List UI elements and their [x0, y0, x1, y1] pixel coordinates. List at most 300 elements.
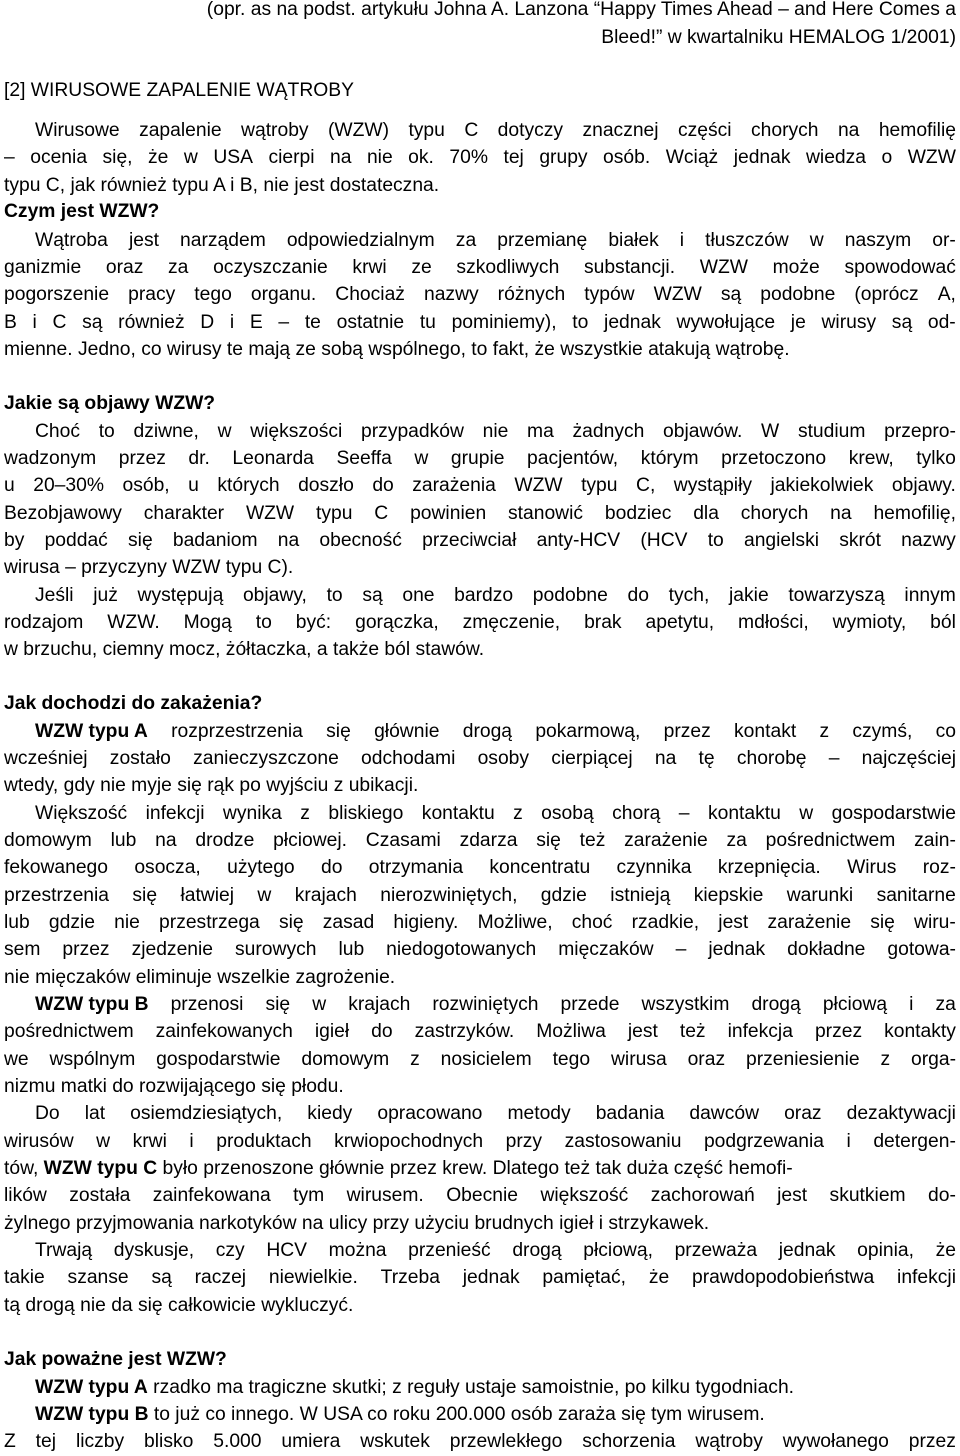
word: ze — [411, 257, 432, 278]
word: że — [935, 1240, 956, 1261]
word: infekcji — [897, 1267, 956, 1288]
word: kontakty — [884, 1021, 956, 1042]
word: na — [837, 120, 860, 141]
word: przede — [560, 994, 620, 1015]
word: or- — [932, 230, 956, 251]
word: czymś, — [852, 721, 913, 742]
word: sanitarne — [876, 885, 956, 906]
word: Wirusowe — [35, 120, 120, 141]
word: Mogą — [183, 612, 232, 633]
word: których — [217, 475, 280, 496]
paragraph-line — [4, 527, 956, 554]
word: liczby — [75, 1431, 125, 1452]
word: białek — [608, 230, 659, 251]
word: 5.000 — [213, 1431, 262, 1452]
word: C, — [636, 475, 656, 496]
word: gospodarstwie — [156, 1049, 281, 1070]
word: USA — [213, 147, 253, 168]
word: w — [96, 1131, 111, 1152]
word: gorączka, — [355, 612, 439, 633]
word: 70% — [449, 147, 488, 168]
word: je — [790, 312, 806, 333]
word: 20–30% — [33, 475, 104, 496]
word: na — [654, 748, 677, 769]
inline-text: to już co innego. W USA co roku 200.000 osób zaraża się tym wirusem. — [148, 1404, 765, 1425]
word: i — [229, 312, 235, 333]
word: jednak — [778, 1240, 836, 1261]
word: większość — [540, 1185, 629, 1206]
word: krajach — [348, 994, 411, 1015]
paragraph-line — [4, 991, 956, 1018]
word: rodzajom — [4, 612, 84, 633]
word: wskutek — [360, 1431, 430, 1452]
word: w — [414, 448, 429, 469]
word: przepro- — [884, 421, 956, 442]
word: wcześniej — [4, 748, 88, 769]
word: do — [372, 475, 394, 496]
word: użytego — [227, 857, 295, 878]
word: hemofilię — [878, 120, 956, 141]
word: infekcja — [727, 1021, 793, 1042]
word: Większość — [35, 803, 128, 824]
word: w — [312, 994, 327, 1015]
word: o — [881, 147, 893, 168]
bold-term: WZW typu C — [43, 1158, 158, 1179]
word: przewlekłego — [449, 1431, 563, 1452]
word: jest — [128, 230, 159, 251]
word: objawy, — [242, 585, 307, 606]
word: rozprzestrzenia — [171, 721, 303, 742]
source-note-line-1: (opr. as na podst. artykułu Johna A. Lanzona “Happy Times Ahead – and Here Comes a — [206, 0, 956, 20]
word: skutkiem — [829, 1185, 906, 1206]
word: rozwiniętych — [432, 994, 539, 1015]
word: wirusów — [4, 1131, 74, 1152]
word: przenieść — [408, 1240, 491, 1261]
word: HCV — [266, 1240, 308, 1261]
paragraph-line — [4, 1018, 956, 1045]
word: drogą — [462, 721, 513, 742]
word: krwi — [352, 257, 387, 278]
word: C — [52, 312, 67, 333]
word: podobne — [532, 585, 608, 606]
word: się — [536, 830, 561, 851]
word: chorobę — [736, 748, 807, 769]
word: jest — [777, 1185, 808, 1206]
word: nazwy — [423, 284, 479, 305]
paragraph-line — [4, 309, 956, 336]
word: W — [761, 421, 780, 442]
word: przeniesienie — [745, 1049, 860, 1070]
word: się — [326, 721, 351, 742]
word: sem — [4, 939, 41, 960]
word: jakie — [729, 585, 769, 606]
subheading: Czym jest WZW? — [4, 201, 160, 222]
word: – — [278, 312, 290, 333]
word: tylko — [916, 448, 956, 469]
inline-text: rzadko ma tragiczne skutki; z reguły ustaje samoistnie, po kilku tygodniach. — [147, 1377, 795, 1398]
word: wymioty, — [832, 612, 907, 633]
paragraph-line — [4, 418, 956, 445]
word: Czasami — [365, 830, 441, 851]
word: osób. — [603, 147, 651, 168]
word: tym — [293, 1185, 325, 1206]
paragraph-line: typu C, jak również typu A i B, nie jest dostateczna. — [4, 175, 440, 196]
paragraph-line — [4, 445, 956, 472]
word: można — [328, 1240, 387, 1261]
paragraph-line: nizmu matki do rozwijającego się płodu. — [4, 1076, 344, 1097]
word: za — [935, 994, 956, 1015]
word: doszło — [298, 475, 354, 496]
word: dotyczy — [497, 120, 564, 141]
word: pośrednictwem — [4, 1021, 134, 1042]
word: znacznej — [582, 120, 659, 141]
word: pacjentów, — [527, 448, 619, 469]
word: również — [118, 312, 185, 333]
word: nosicielem — [440, 1049, 532, 1070]
word: dla — [693, 503, 719, 524]
word: do — [320, 857, 343, 878]
word: dr. — [188, 448, 210, 469]
word: (oprócz — [854, 284, 919, 305]
word: płciowej. — [273, 830, 348, 851]
word: tego — [194, 284, 232, 305]
word: się, — [102, 147, 133, 168]
paragraph-line — [4, 800, 956, 827]
word: wirusem. — [346, 1185, 424, 1206]
word: na — [830, 503, 852, 524]
paragraph-line — [4, 1182, 956, 1209]
word: są — [891, 312, 913, 333]
word: cierpiącej — [551, 748, 633, 769]
word: głównie — [374, 721, 440, 742]
subheading: Jak poważne jest WZW? — [4, 1349, 227, 1370]
word: objawów. — [663, 421, 743, 442]
word: się — [132, 885, 158, 906]
word: została — [69, 1185, 131, 1206]
word: substancji. — [583, 257, 676, 278]
word: gospodarstwie — [831, 803, 956, 824]
word: naszym — [844, 230, 912, 251]
word: zapalenie — [139, 120, 222, 141]
word: w — [257, 885, 272, 906]
word: – — [828, 748, 840, 769]
word: przez — [814, 1021, 863, 1042]
word: pogorszenie — [4, 284, 110, 305]
word: krwi — [132, 1131, 167, 1152]
word: nierozwiniętych, — [380, 885, 518, 906]
word: WZW. — [107, 612, 160, 633]
word: odpowiedzialnym — [286, 230, 435, 251]
word: kiedy — [307, 1103, 353, 1124]
word: chorych — [751, 120, 819, 141]
word: krzepnięcia. — [717, 857, 821, 878]
subheading: Jakie są objawy WZW? — [4, 393, 216, 414]
word: szkodliwych — [456, 257, 560, 278]
word: przenosi — [170, 994, 244, 1015]
word: niedogotowanych — [386, 939, 537, 960]
word: metody — [507, 1103, 571, 1124]
word: łatwiej — [180, 885, 235, 906]
word: Leonarda — [232, 448, 314, 469]
word: wspólnym — [49, 1049, 136, 1070]
word: Wciąż — [665, 147, 719, 168]
word: są — [720, 284, 742, 305]
word: – — [4, 147, 15, 168]
paragraph-line: nie mięczaków eliminuje wszelkie zagrożenie. — [4, 967, 396, 988]
word: wystąpiły — [673, 475, 753, 496]
word: tej — [35, 1431, 57, 1452]
word: zastrzyków. — [414, 1021, 515, 1042]
paragraph-line: wirusa – przyczyny WZW typu C). — [4, 557, 294, 578]
word: u — [4, 475, 15, 496]
word: odchodami — [361, 748, 456, 769]
bold-term: WZW typu A — [35, 721, 148, 742]
word: dokładne — [787, 939, 866, 960]
word: że — [148, 147, 169, 168]
word: oczyszczanie — [213, 257, 328, 278]
word: przemianę — [497, 230, 588, 251]
word: zdarza — [459, 830, 518, 851]
word: wywołujące — [676, 312, 776, 333]
word: z — [410, 1049, 420, 1070]
word: koncentratu — [489, 857, 591, 878]
word: hemofilię, — [873, 503, 956, 524]
word: pracy — [128, 284, 176, 305]
word: osocza, — [134, 857, 201, 878]
bold-term: WZW typu B — [35, 994, 149, 1015]
word: krew, — [848, 448, 894, 469]
word: otrzymania — [368, 857, 464, 878]
word: chorych — [740, 503, 809, 524]
word: już — [93, 585, 118, 606]
word: ból — [930, 612, 956, 633]
word: płciową, — [583, 1240, 653, 1261]
word: jest — [718, 912, 749, 933]
word: z — [513, 803, 523, 824]
word: wadzonym — [4, 448, 97, 469]
word: szanse — [67, 1267, 129, 1288]
word: cierpi — [268, 147, 315, 168]
word: i — [189, 1131, 194, 1152]
word: i — [846, 1131, 851, 1152]
paragraph-line: tą drogą nie da się całkowicie wykluczyć. — [4, 1295, 354, 1316]
word: to — [326, 585, 343, 606]
word: badaniom — [172, 530, 258, 551]
word: zmęczenie, — [462, 612, 561, 633]
word: by — [4, 530, 25, 551]
word: bodziec — [604, 503, 672, 524]
word: gotowa- — [887, 939, 956, 960]
word: występują — [137, 585, 224, 606]
word: C — [464, 120, 479, 141]
word: jakiekolwiek — [770, 475, 874, 496]
word: za — [168, 257, 189, 278]
word: wszystkim — [641, 994, 730, 1015]
word: Możliwa — [536, 1021, 606, 1042]
word: tłuszczów — [705, 230, 789, 251]
word: higieny. — [393, 912, 459, 933]
word: zainfekowanych — [155, 1021, 293, 1042]
word: dawców — [689, 1103, 760, 1124]
word: Trzeba — [380, 1267, 440, 1288]
word: dziwne, — [133, 421, 199, 442]
word: Obecnie — [446, 1185, 519, 1206]
word: zjedzenie — [131, 939, 214, 960]
word: narządem — [180, 230, 266, 251]
word: angielski — [743, 530, 819, 551]
word: że — [648, 1267, 670, 1288]
paragraph-line — [4, 144, 956, 171]
word: lików — [4, 1185, 47, 1206]
word: infekcji — [145, 803, 205, 824]
word: zastosowaniu — [564, 1131, 682, 1152]
word: powinien — [410, 503, 487, 524]
word: oraz — [784, 1103, 822, 1124]
word: z — [300, 803, 310, 824]
word: i — [32, 312, 37, 333]
word: pośrednictwem — [765, 830, 896, 851]
word: ocenia — [30, 147, 88, 168]
paragraph-line — [4, 827, 956, 854]
word: surowych — [235, 939, 317, 960]
word: tę — [698, 748, 715, 769]
word: czynnika — [616, 857, 692, 878]
word: czy — [215, 1240, 245, 1261]
paragraph-line — [4, 1428, 956, 1455]
word: skrót — [839, 530, 881, 551]
word: typu — [581, 475, 618, 496]
word: nie — [366, 147, 393, 168]
word: badania — [595, 1103, 665, 1124]
word: zain- — [914, 830, 956, 851]
word: takie — [4, 1267, 45, 1288]
word: (HCV — [640, 530, 688, 551]
word: do — [627, 585, 649, 606]
paragraph-line: mienne. Jedno, co wirusy te mają ze sobą wspólnego, to fakt, że wszystkie atakują wątrobę. — [4, 339, 790, 360]
word: części — [678, 120, 732, 141]
section-title: [2] WIRUSOWE ZAPALENIE WĄTROBY — [4, 80, 354, 101]
word: zarażenie — [767, 912, 852, 933]
word: lub — [4, 912, 30, 933]
word: typu — [408, 120, 445, 141]
paragraph-line — [4, 909, 956, 936]
word: towarzyszą — [788, 585, 885, 606]
word: kontaktu — [421, 803, 495, 824]
word: zarażenia — [412, 475, 496, 496]
word: studium — [797, 421, 866, 442]
word: przez — [908, 1431, 956, 1452]
word: kiepskie — [693, 885, 764, 906]
paragraph-line — [4, 718, 956, 745]
word: w — [183, 147, 198, 168]
word: oraz — [105, 257, 144, 278]
word: wynika — [222, 803, 282, 824]
word: za — [455, 230, 477, 251]
paragraph-line — [4, 882, 956, 909]
word: zostało — [109, 748, 171, 769]
word: nie — [482, 421, 509, 442]
word: innym — [904, 585, 956, 606]
word: te — [304, 312, 321, 333]
word: wirusa — [610, 1049, 667, 1070]
word: do- — [928, 1185, 956, 1206]
word: osiemdziesiątych, — [130, 1103, 283, 1124]
word: się — [265, 994, 291, 1015]
paragraph-line — [4, 745, 956, 772]
paragraph-line — [4, 1264, 956, 1291]
word: jednak — [708, 939, 766, 960]
word: apetytu, — [645, 612, 715, 633]
word: Jeśli — [35, 585, 74, 606]
word: schorzenia — [582, 1431, 676, 1452]
word: i — [679, 230, 685, 251]
paragraph-line: żylnego przyjmowania narkotyków na ulicy przy użyciu brudnych igieł i strzykawek. — [4, 1213, 710, 1234]
word: Seeffa — [336, 448, 392, 469]
word: WZW — [699, 257, 748, 278]
word: objawy. — [891, 475, 956, 496]
word: też — [679, 1021, 706, 1042]
source-note-line-2: Bleed!” w kwartalniku HEMALOG 1/2001) — [601, 27, 956, 48]
word: się — [128, 530, 153, 551]
word: D — [200, 312, 215, 333]
word: bliskiego — [328, 803, 404, 824]
word: przez — [62, 939, 110, 960]
word: orga- — [910, 1049, 956, 1070]
word: zarażenie — [624, 830, 708, 851]
word: bardzo — [454, 585, 514, 606]
word: być: — [295, 612, 332, 633]
word: gdzie — [48, 912, 95, 933]
word: domowym — [301, 1049, 390, 1070]
word: dyskusje, — [113, 1240, 195, 1261]
word: od- — [927, 312, 956, 333]
word: ganizmie — [4, 257, 82, 278]
word: warunki — [786, 885, 854, 906]
word: typów — [584, 284, 635, 305]
word: przetoczono — [721, 448, 827, 469]
inline-text: tów, — [4, 1158, 44, 1179]
word: WZW — [907, 147, 956, 168]
word: grupie — [450, 448, 505, 469]
word: obecność — [319, 530, 402, 551]
word: wiedza — [806, 147, 867, 168]
word: zasad — [322, 912, 375, 933]
word: chorą — [612, 803, 661, 824]
word: przez — [663, 721, 711, 742]
word: podgrzewania — [703, 1131, 824, 1152]
word: roz- — [922, 857, 956, 878]
word: Wirus — [847, 857, 897, 878]
word: typu — [315, 503, 353, 524]
word: wątroby — [241, 120, 309, 141]
word: organu. — [250, 284, 317, 305]
word: zanieczyszczone — [193, 748, 339, 769]
word: u — [188, 475, 199, 496]
paragraph-line — [4, 227, 956, 254]
word: – — [678, 803, 690, 824]
word: detergen- — [873, 1131, 956, 1152]
word: poddać — [44, 530, 108, 551]
word: tu — [419, 312, 436, 333]
word: B — [4, 312, 17, 333]
word: produktach — [216, 1131, 312, 1152]
word: ma — [527, 421, 554, 442]
subheading: Jak dochodzi do zakażenia? — [4, 693, 263, 714]
word: jednak — [733, 147, 791, 168]
word: ostatnie — [336, 312, 405, 333]
paragraph-line — [4, 472, 956, 499]
word: pominiemy), — [451, 312, 557, 333]
